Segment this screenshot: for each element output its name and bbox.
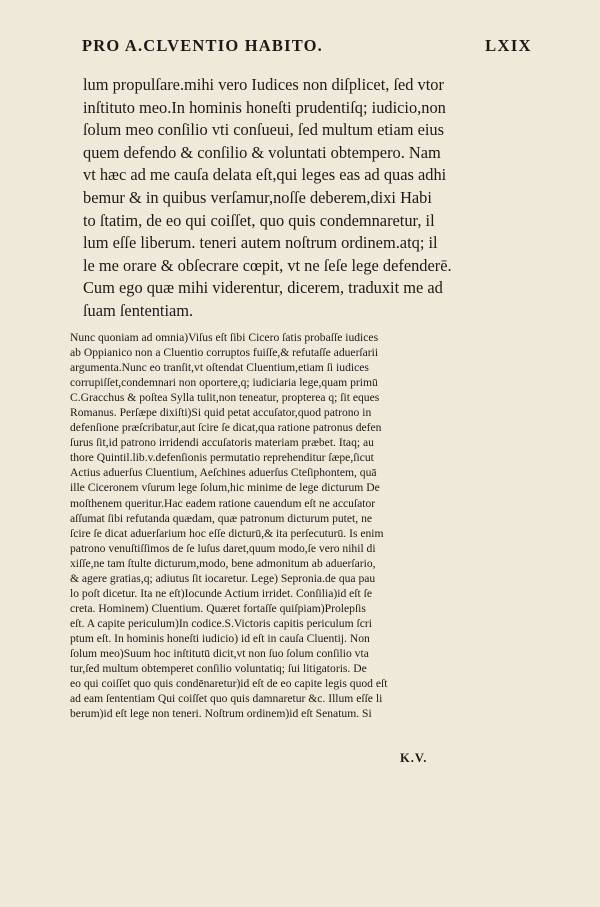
commentary-line: patrono venuſtiſſimos de ſe luſus daret,quum modo,ſe vero nihil di <box>70 541 376 555</box>
commentary-line: thore Quintil.lib.v.defenſionis permutatio reprehenditur ſæpe,ſicut <box>70 451 374 465</box>
commentary-line: & agere gratias,q; adiutus ſit iocaretur. Lege) Sepronia.de qua pau <box>70 571 376 585</box>
main-text-line: inſtituto meo.In hominis honeſti prudentiſq; iudicio,non <box>83 97 446 117</box>
main-text-block <box>83 74 455 323</box>
commentary-line: aſſumat ſibi refutanda quædam, quæ patronum dicturum putet, ne <box>70 511 373 525</box>
main-text-line: vt hæc ad me cauſa delata eſt,qui leges eas ad quas adhi <box>83 165 447 185</box>
running-head <box>82 36 532 58</box>
commentary-line: Nunc quoniam ad omnia)Viſus eſt ſibi Cicero ſatis probaſſe iudices <box>70 331 379 344</box>
main-text-line: quem defendo & conſilio & voluntati obtempero. Nam <box>83 142 441 162</box>
signature-mark: K.V. <box>400 751 428 765</box>
commentary-line: berum)id eſt lege non teneri. Noſtrum ordinem)id eſt Senatum. Si <box>70 707 372 721</box>
main-text-line: ſolum meo conſilio vti conſueui, ſed multum etiam eius <box>83 120 444 140</box>
main-text-line: Cum ego quæ mihi viderentur, dicerem, traduxit me ad <box>83 278 443 298</box>
commentary-line: ad eam ſententiam Qui coiſſet quo quis damnaretur &c. Illum eſſe li <box>70 692 383 706</box>
main-text-line: to ſtatim, de eo qui coiſſet, quo quis condemnaretur, il <box>83 210 435 230</box>
running-title: PRO A.CLVENTIO HABITO. <box>82 36 323 55</box>
commentary-line: ſcire ſe dicat aduerſarium hoc eſſe dicturū,& ita perſecuturū. Is enim <box>70 526 384 540</box>
folio-number: LXIX <box>485 36 532 55</box>
commentary-line: C.Gracchus & poſtea Sylla tulit,non teneatur, propterea q; ſit eques <box>70 391 380 405</box>
main-text-line: le me orare & obſecrare cœpit, vt ne ſeſe lege defenderē. <box>83 255 452 275</box>
commentary-line: Actius aduerſus Cluentium, Aeſchines aduerſus Cteſiphontem, quā <box>70 466 377 480</box>
main-text-line: ſuam ſententiam. <box>83 300 194 320</box>
commentary-line: lo poſt dicetur. Ita ne eſt)Iocunde Actium irridet. Conſilia)id eſt ſe <box>70 586 372 600</box>
main-text-line: lum propulſare.mihi vero Iudices non diſplicet, ſed vtor <box>83 75 444 94</box>
commentary-line: creta. Hominem) Cluentium. Quæret fortaſſe quiſpiam)Prolepſis <box>70 601 366 615</box>
commentary-line: eo qui coiſſet quo quis condēnaretur)id eſt de eo capite legis quod eſt <box>70 677 388 691</box>
commentary-line: corrupiſſet,condemnari non oportere,q; iudiciaria lege,quam primū <box>70 376 378 390</box>
commentary-line: ille Ciceronem vſurum lege ſolum,hic minime de lege dicturum De <box>70 481 380 495</box>
commentary-line: Romanus. Perſæpe dixiſti)Si quid petat accuſator,quod patrono in <box>70 406 372 420</box>
commentary-line: ſolum meo)Suum hoc inſtitutū dicit,vt non ſuo ſolum conſilio vta <box>70 646 369 660</box>
commentary-line: ptum eſt. In hominis honeſti iudicio) id eſt in cauſa Cluentij. Non <box>70 631 370 645</box>
main-text-line: lum eſſe liberum. teneri autem noſtrum ordinem.atq; il <box>83 233 438 253</box>
main-text-line: bemur & in quibus verſamur,noſſe deberem,dixi Habi <box>83 187 432 207</box>
commentary-line: xiſſe,ne tam ſtulte dicturum,modo, bene admonitum ab aduerſario, <box>70 556 376 570</box>
commentary-line: ab Oppianico non a Cluentio corruptos fuiſſe,& refutaſſe aduerſarii <box>70 346 379 360</box>
commentary-block <box>70 330 454 721</box>
commentary-line: argumenta.Nunc eo tranſit,vt oſtendat Cluentium,etiam ſi iudices <box>70 361 369 375</box>
commentary-line: ſurus ſit,id patrono irridendi accuſatoris materiam præbet. Itaq; au <box>70 436 374 450</box>
commentary-line: moſthenem queritur.Hac eadem ratione cauendum eſt ne accuſator <box>70 496 376 510</box>
commentary-line: defenſione præſcribatur,aut ſcire ſe dicat,qua ratione patronus defen <box>70 421 382 435</box>
commentary-line: tur,ſed multum obtemperet conſilio voluntatiq; ſui litigatoris. De <box>70 662 367 676</box>
commentary-line: eſt. A capite periculum)In codice.S.Victoris capitis periculum ſcri <box>70 616 372 630</box>
